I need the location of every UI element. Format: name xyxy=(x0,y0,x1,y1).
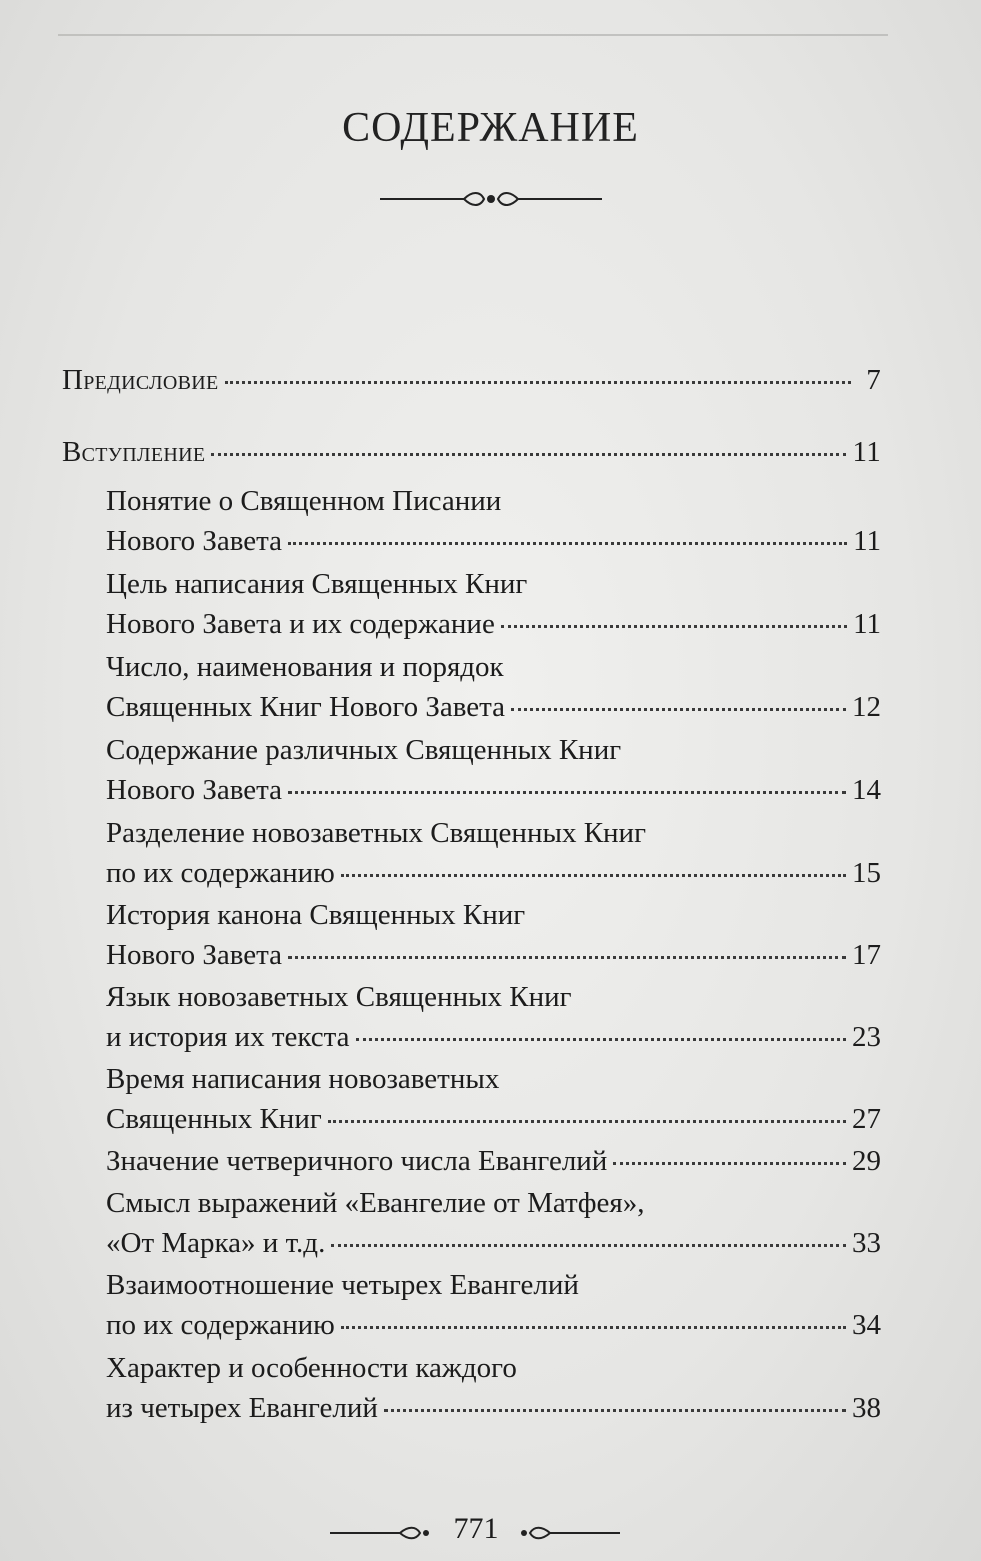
toc-entry-label-line: Взаимоотношение четырех Евангелий xyxy=(106,1269,579,1301)
toc-entry-label-line: Нового Завета xyxy=(106,939,283,971)
dot-leader xyxy=(341,874,846,877)
toc-page-number: 12 xyxy=(852,691,881,723)
toc-entry[interactable] xyxy=(106,1059,881,1139)
toc-entry-label-line: Понятие о Священном Писании xyxy=(106,485,502,517)
page-footer xyxy=(330,1512,620,1552)
toc-entry-preface[interactable] xyxy=(62,360,881,400)
toc-page-number: 11 xyxy=(853,525,881,557)
toc-entry-label-line: Содержание различных Священных Книг xyxy=(106,734,622,766)
toc-page-number: 17 xyxy=(852,939,881,971)
toc-entry-label-line: из четырех Евангелий xyxy=(106,1392,378,1424)
toc-entry-label-line: Число, наименования и порядок xyxy=(106,651,504,683)
toc-entry-introduction[interactable] xyxy=(62,432,881,472)
toc-entry-label-line: Нового Завета xyxy=(106,525,283,557)
toc-entry[interactable] xyxy=(106,895,881,975)
dot-leader xyxy=(384,1409,846,1412)
dot-leader xyxy=(288,956,846,959)
toc-page-number: 14 xyxy=(852,774,881,806)
toc-page-number: 23 xyxy=(852,1021,881,1053)
toc-entry-label-line: по их содержанию xyxy=(106,1309,335,1341)
dot-leader xyxy=(356,1038,846,1041)
dot-leader xyxy=(225,381,851,384)
toc-page-number: 15 xyxy=(852,857,881,889)
dot-leader xyxy=(511,708,846,711)
toc-entry-label-line: Время написания новозаветных xyxy=(106,1063,500,1095)
toc-page-number: 7 xyxy=(866,364,881,396)
page-number: 771 xyxy=(453,1512,499,1545)
toc-entry-label-line: История канона Священных Книг xyxy=(106,899,526,931)
toc-entry[interactable] xyxy=(106,481,881,561)
toc-entry-label-line: Язык новозаветных Священных Книг xyxy=(106,981,572,1013)
toc-entry[interactable] xyxy=(106,1348,881,1428)
toc-entry-label-line: «От Марка» и т.д. xyxy=(106,1227,326,1259)
toc-page-number: 29 xyxy=(852,1145,881,1177)
dot-leader xyxy=(288,791,846,794)
toc-entry-label-line: Нового Завета и их содержание xyxy=(106,608,495,640)
toc-page-number: 11 xyxy=(853,608,881,640)
dot-leader xyxy=(501,625,847,628)
toc-entry[interactable] xyxy=(106,1265,881,1345)
toc-entry[interactable] xyxy=(106,1141,881,1181)
toc-entry-label-line: Священных Книг Нового Завета xyxy=(106,691,506,723)
page-title: СОДЕРЖАНИЕ xyxy=(342,105,639,151)
toc-entry-label-line: по их содержанию xyxy=(106,857,335,889)
dot-leader xyxy=(341,1326,846,1329)
toc-entry-label-line: Смысл выражений «Евангелие от Матфея», xyxy=(106,1187,645,1219)
toc-entry[interactable] xyxy=(106,977,881,1057)
toc-entry[interactable] xyxy=(106,1183,881,1263)
toc-entry-label-line: Разделение новозаветных Священных Книг xyxy=(106,817,646,849)
toc-page-number: 27 xyxy=(852,1103,881,1135)
title-ornament xyxy=(380,188,602,210)
toc-entry[interactable] xyxy=(106,813,881,893)
toc-entry-label-line: и история их текста xyxy=(106,1021,350,1053)
toc-entry-label-line: Характер и особенности каждого xyxy=(106,1352,517,1384)
toc-entry-label: Вступление xyxy=(62,436,206,468)
dot-leader xyxy=(328,1120,846,1123)
toc-entry-label-line: Нового Завета xyxy=(106,774,283,806)
toc-entry-label-line: Священных Книг xyxy=(106,1103,322,1135)
toc-page-number: 33 xyxy=(852,1227,881,1259)
top-rule xyxy=(58,34,888,46)
toc-page-number: 11 xyxy=(852,436,881,468)
dot-leader xyxy=(288,542,847,545)
toc-entry-label: Предисловие xyxy=(62,364,219,396)
dot-leader xyxy=(331,1244,846,1247)
toc-entry-label-line: Цель написания Священных Книг xyxy=(106,568,528,600)
toc-entry[interactable] xyxy=(106,647,881,727)
toc-entry[interactable] xyxy=(106,730,881,810)
toc-entry[interactable] xyxy=(106,564,881,644)
dot-leader xyxy=(211,453,846,456)
dot-leader xyxy=(613,1162,846,1165)
toc-entry-label-line: Значение четверичного числа Евангелий xyxy=(106,1145,608,1177)
toc-page-number: 34 xyxy=(852,1309,881,1341)
toc-page-number: 38 xyxy=(852,1392,881,1424)
